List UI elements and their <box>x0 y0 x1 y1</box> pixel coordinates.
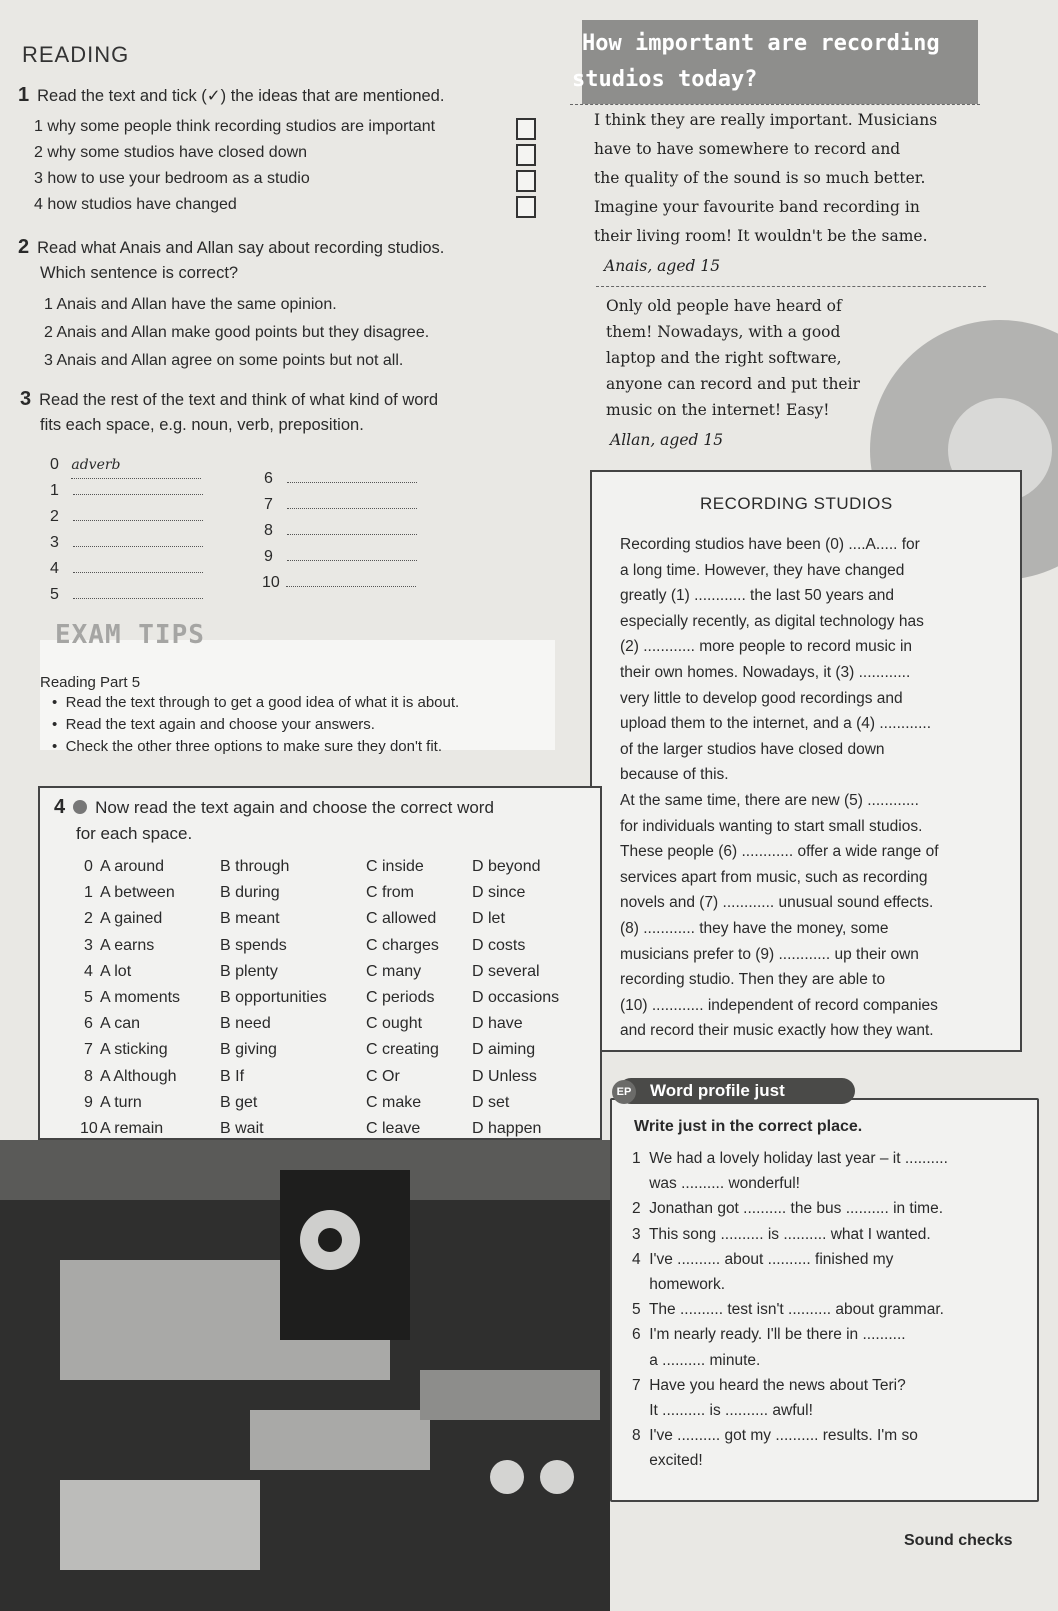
ex3-example-number: 0 <box>50 456 59 473</box>
ex4-row-number: 3 <box>84 936 93 954</box>
ex4-title <box>54 796 494 819</box>
recording-text-line: (2) ............ more people to record music in <box>620 638 913 656</box>
ex4-option-d[interactable]: D occasions <box>472 989 560 1006</box>
ex3-blank-number: 9 <box>264 548 273 565</box>
exam-tips-part: Reading Part 5 <box>40 674 141 691</box>
ex4-option-d[interactable]: D beyond <box>472 858 541 875</box>
ex4-number: 4 <box>54 796 66 818</box>
answer-blank[interactable] <box>287 520 417 535</box>
ex3-blank-number: 7 <box>264 496 273 513</box>
ex4-row-number: 0 <box>84 858 93 875</box>
ex4-option-a[interactable]: A between <box>100 884 175 902</box>
ex3-blank-number: 6 <box>264 470 273 487</box>
ex4-option-d[interactable]: D several <box>472 962 540 980</box>
recording-text-line: At the same time, there are new (5) ............ <box>620 792 919 809</box>
ex4-title-line2: for each space. <box>76 824 193 843</box>
anais-quote-line: have to have somewhere to record and <box>594 140 901 158</box>
word-profile-line: 2 Jonathan got .......... the bus .......... in time. <box>632 1200 944 1218</box>
ex4-option-b[interactable]: B need <box>220 1015 271 1033</box>
ex3-blank-row <box>50 556 203 582</box>
ex4-option-c[interactable]: C charges <box>366 936 439 954</box>
answer-blank[interactable] <box>287 546 417 561</box>
ex3-example-answer: adverb <box>71 452 201 479</box>
exam-tip-text: Read the text through to get a good idea of what it is about. <box>65 694 460 711</box>
ex4-option-d[interactable]: D costs <box>472 936 526 954</box>
ex4-option-c[interactable]: C creating <box>366 1041 439 1059</box>
recording-text-line: their own homes. Nowadays, it (3) ............ <box>620 664 911 681</box>
tick-box[interactable] <box>516 144 536 166</box>
ex3-blank-row <box>264 544 417 570</box>
ex3-blank-number: 3 <box>50 534 59 551</box>
answer-blank[interactable] <box>73 506 203 521</box>
answer-blank[interactable] <box>286 572 416 587</box>
recording-text-line: greatly (1) ............ the last 50 years and <box>620 587 894 605</box>
recording-text-line: of the larger studios have closed down <box>620 740 885 758</box>
recording-text-line: services apart from music, such as recording <box>620 868 928 886</box>
word-profile-line: 3 This song .......... is .......... what I wanted. <box>632 1225 931 1243</box>
ex4-option-a[interactable]: A sticking <box>100 1041 168 1059</box>
exam-tip-text: Read the text again and choose your answers. <box>65 716 375 733</box>
ex3-blank-row <box>50 478 203 504</box>
recording-text-line: novels and (7) ............ unusual sound effects. <box>620 894 934 912</box>
ex4-option-c[interactable]: C many <box>366 962 422 980</box>
ex2-option[interactable]: 3 Anais and Allan agree on some points but not all. <box>44 352 404 369</box>
ex4-option-a[interactable]: A turn <box>100 1093 142 1111</box>
word-profile-line: 5 The .......... test isn't .......... about grammar. <box>632 1301 944 1319</box>
word-profile-line: 1 We had a lovely holiday last year – it .......... <box>632 1150 948 1167</box>
ex4-option-b[interactable]: B meant <box>220 910 280 928</box>
audio-icon[interactable] <box>73 800 87 814</box>
ex4-option-d[interactable]: D have <box>472 1015 523 1033</box>
ex3-blank-number: 5 <box>50 586 59 603</box>
ex3-title-text: Read the rest of the text and think of what kind of word <box>39 391 439 409</box>
ex4-option-c[interactable]: C make <box>366 1093 422 1111</box>
tick-box[interactable] <box>516 118 536 140</box>
ex4-option-d[interactable]: D set <box>472 1093 510 1111</box>
recording-text-line: Recording studios have been (0) ....A..... for <box>620 536 920 553</box>
ex4-option-a[interactable]: A remain <box>100 1120 164 1137</box>
ex4-row-number: 10 <box>80 1120 98 1137</box>
ex4-option-b[interactable]: B plenty <box>220 962 278 980</box>
word-profile-line: a .......... minute. <box>632 1351 761 1369</box>
word-profile-line: 4 I've .......... about .......... finished my <box>632 1250 894 1268</box>
ex4-option-a[interactable]: A can <box>100 1015 141 1033</box>
ex3-number: 3 <box>20 388 32 410</box>
recording-text-line: (8) ............ they have the money, some <box>620 920 889 937</box>
ex4-option-a[interactable]: A earns <box>100 936 155 954</box>
article-heading-line2: studios today? <box>572 67 758 92</box>
ex1-number: 1 <box>18 84 30 106</box>
ex4-option-c[interactable]: C periods <box>366 989 435 1006</box>
ex2-title-text: Read what Anais and Allan say about recording studios. <box>37 239 445 257</box>
ex4-row-number: 8 <box>84 1067 93 1085</box>
ex4-option-d[interactable]: D Unless <box>472 1067 537 1085</box>
ex1-title <box>18 82 444 109</box>
ex2-option[interactable]: 1 Anais and Allan have the same opinion. <box>44 296 337 313</box>
ex2-number: 2 <box>18 236 30 258</box>
word-profile-line: 7 Have you heard the news about Teri? <box>632 1376 906 1394</box>
ex4-option-a[interactable]: A moments <box>100 989 181 1006</box>
ex4-option-c[interactable]: C allowed <box>366 910 437 928</box>
ex4-option-b[interactable]: B opportunities <box>220 989 327 1006</box>
ex3-example <box>50 452 201 479</box>
ex4-option-a[interactable]: A lot <box>100 962 132 980</box>
ex4-title-text: Now read the text again and choose the correct word <box>95 798 494 817</box>
recording-text-line: a long time. However, they have changed <box>620 561 905 579</box>
exam-tip: • Read the text again and choose your answers. <box>52 716 375 733</box>
answer-blank[interactable] <box>287 494 417 509</box>
word-profile-line: was .......... wonderful! <box>632 1175 800 1193</box>
allan-quote-line: them! Nowadays, with a good <box>606 323 841 341</box>
ex4-option-c[interactable]: C Or <box>366 1067 400 1085</box>
answer-blank[interactable] <box>73 480 203 495</box>
ex4-option-c[interactable]: C ought <box>366 1015 423 1033</box>
answer-blank[interactable] <box>73 532 203 547</box>
ep-badge: EP <box>612 1080 636 1104</box>
answer-blank[interactable] <box>73 558 203 573</box>
ex4-option-a[interactable]: A Although <box>100 1067 177 1085</box>
ex4-row-number: 9 <box>84 1093 93 1111</box>
divider <box>596 286 986 287</box>
exam-tips-heading: EXAM TIPS <box>55 620 205 650</box>
divider <box>570 104 980 105</box>
recording-text-line: because of this. <box>620 766 729 784</box>
recording-text-line: These people (6) ............ offer a wide range of <box>620 843 939 861</box>
exam-tip: • Read the text through to get a good idea of what it is about. <box>52 694 460 711</box>
word-profile-line: excited! <box>632 1452 703 1470</box>
ex4-option-c[interactable]: C inside <box>366 858 424 875</box>
ex4-option-d[interactable]: D let <box>472 910 505 928</box>
exam-tip: • Check the other three options to make sure they don't fit. <box>52 738 442 755</box>
section-label: READING <box>22 42 130 67</box>
ex3-blank-row <box>264 492 417 518</box>
article-heading-line1: How important are recording <box>582 31 940 56</box>
word-profile-line: It .......... is .......... awful! <box>632 1402 813 1419</box>
ex2-title-line2: Which sentence is correct? <box>40 264 239 282</box>
ex4-row-number: 2 <box>84 910 93 928</box>
word-profile-line: 6 I'm nearly ready. I'll be there in .......... <box>632 1326 906 1344</box>
article-heading-banner <box>572 20 978 104</box>
ex4-option-a[interactable]: A around <box>100 858 165 875</box>
ex4-option-c[interactable]: C leave <box>366 1120 421 1137</box>
ex1-item: 3 how to use your bedroom as a studio <box>34 170 310 187</box>
recording-text-line: (10) ............ independent of record companies <box>620 996 938 1014</box>
ex3-blank-row <box>264 466 417 492</box>
ex4-row-number: 1 <box>84 884 93 902</box>
word-profile-heading: Word profile just <box>618 1078 855 1104</box>
ex4-row-number: 7 <box>84 1041 93 1059</box>
recording-text-line: and record their music exactly how they want. <box>620 1022 934 1040</box>
ex4-option-d[interactable]: D aiming <box>472 1041 536 1059</box>
ex1-item: 4 how studios have changed <box>34 196 237 213</box>
ex3-blank-number: 8 <box>264 522 273 539</box>
ex4-option-b[interactable]: B spends <box>220 936 287 954</box>
ex4-option-b[interactable]: B giving <box>220 1041 277 1059</box>
answer-blank[interactable] <box>287 468 417 483</box>
ex4-option-b[interactable]: B through <box>220 858 290 875</box>
ex2-option[interactable]: 2 Anais and Allan make good points but they disagree. <box>44 324 430 341</box>
allan-signature: Allan, aged 15 <box>610 431 724 449</box>
answer-blank[interactable] <box>73 584 203 599</box>
anais-quote-line: the quality of the sound is so much better. <box>594 169 926 187</box>
recording-studio-photo <box>0 1140 610 1611</box>
word-profile-line: 8 I've .......... got my .......... results. I'm so <box>632 1427 918 1445</box>
ex4-option-d[interactable]: D since <box>472 884 526 902</box>
ex2-title <box>18 234 444 261</box>
ex3-blank-row <box>262 570 416 596</box>
allan-quote-line: Only old people have heard of <box>606 297 842 315</box>
recording-text-line: recording studio. Then they are able to <box>620 971 886 989</box>
ex3-blank-row <box>264 518 417 544</box>
ex4-option-c[interactable]: C from <box>366 884 414 902</box>
recording-text-line: musicians prefer to (9) ............ up their own <box>620 945 919 963</box>
recording-text-line: upload them to the internet, and a (4) ............ <box>620 715 932 733</box>
ex1-item: 1 why some people think recording studios are important <box>34 118 436 135</box>
word-profile-instruction: Write just in the correct place. <box>634 1118 863 1135</box>
ex4-option-a[interactable]: A gained <box>100 910 163 928</box>
ex3-blank-number: 10 <box>262 574 280 591</box>
recording-text-line: very little to develop good recordings and <box>620 689 903 707</box>
anais-quote-line: Imagine your favourite band recording in <box>594 198 920 216</box>
ex1-item: 2 why some studios have closed down <box>34 144 308 161</box>
ex3-blank-number: 1 <box>50 482 59 499</box>
ex4-option-b[interactable]: B If <box>220 1067 245 1085</box>
recording-text-line: for individuals wanting to start small studios. <box>620 817 923 835</box>
allan-quote-line: anyone can record and put their <box>606 375 860 393</box>
anais-signature: Anais, aged 15 <box>604 257 721 275</box>
ex3-title <box>20 386 438 413</box>
ex4-row-number: 5 <box>84 989 93 1006</box>
ex4-option-b[interactable]: B get <box>220 1093 258 1111</box>
ex4-row-number: 4 <box>84 962 93 980</box>
allan-quote-line: music on the internet! Easy! <box>606 401 830 419</box>
ex3-blank-row <box>50 530 203 556</box>
ex4-row-number: 6 <box>84 1015 93 1033</box>
tick-box[interactable] <box>516 196 536 218</box>
anais-quote-line: I think they are really important. Musicians <box>594 111 938 129</box>
ex3-blank-row <box>50 582 203 608</box>
ex3-title-line2: fits each space, e.g. noun, verb, preposition. <box>40 416 364 434</box>
ex4-option-b[interactable]: B during <box>220 884 280 902</box>
recording-text-line: especially recently, as digital technology has <box>620 612 924 630</box>
recording-studios-title: RECORDING STUDIOS <box>700 494 893 513</box>
ex4-option-b[interactable]: B wait <box>220 1120 264 1137</box>
ex3-blank-number: 2 <box>50 508 59 525</box>
anais-quote-line: their living room! It wouldn't be the same. <box>594 227 928 245</box>
word-profile-line: homework. <box>632 1276 726 1293</box>
ex3-blank-number: 4 <box>50 560 59 577</box>
footer-section-label: Sound checks <box>904 1532 1013 1549</box>
ex4-option-d[interactable]: D happen <box>472 1120 542 1137</box>
ex3-blank-row <box>50 504 203 530</box>
ex1-title-text: Read the text and tick (✓) the ideas that are mentioned. <box>37 87 445 105</box>
tick-box[interactable] <box>516 170 536 192</box>
exam-tip-text: Check the other three options to make sure they don't fit. <box>65 738 442 755</box>
allan-quote-line: laptop and the right software, <box>606 349 842 367</box>
